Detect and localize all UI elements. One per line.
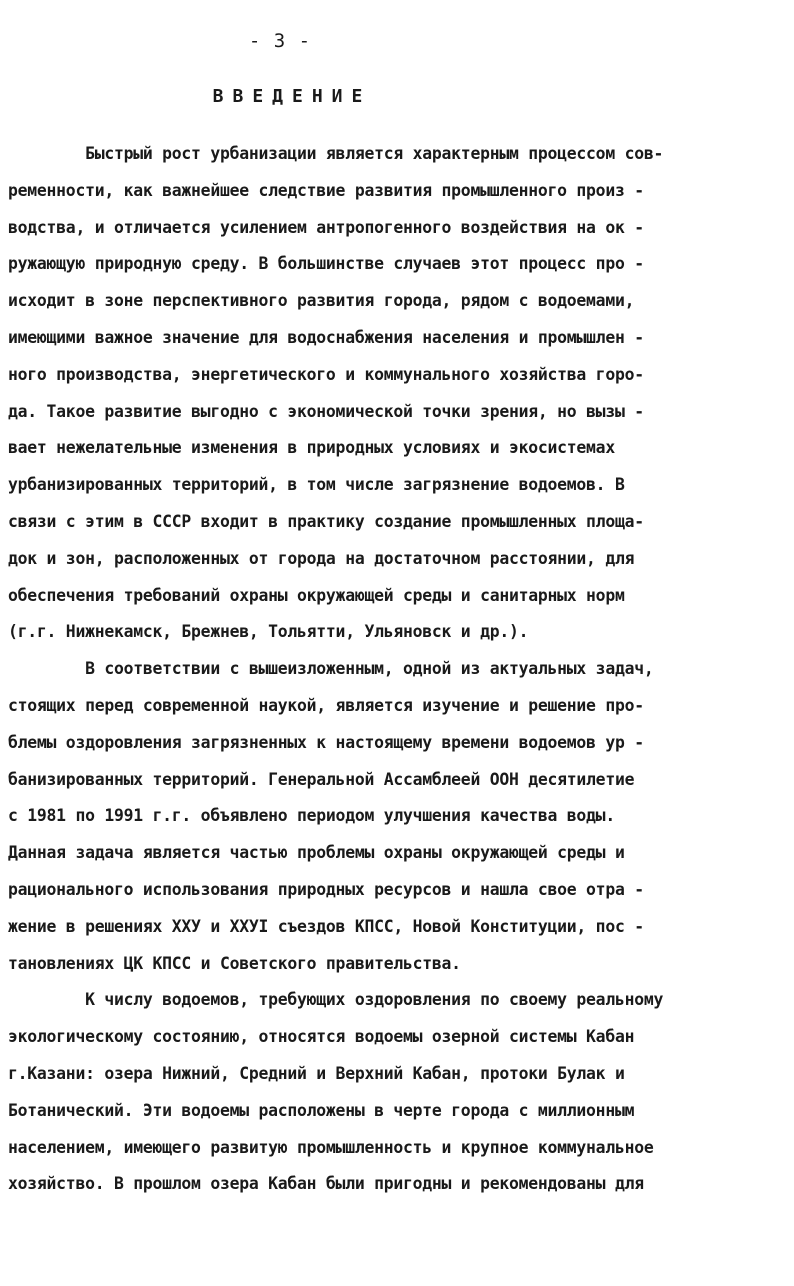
page-number: - 3 - <box>248 30 312 52</box>
text-line: стоящих перед современной наукой, является изучение и решение про- <box>8 695 644 715</box>
text-line: ного производства, энергетического и коммунального хозяйства горо- <box>8 364 644 384</box>
text-line: связи с этим в СССР входит в практику создание промышленных площа- <box>8 511 644 531</box>
text-line: имеющими важное значение для водоснабжения населения и промышлен - <box>8 327 644 347</box>
text-line: жение в решениях ХХУ и ХХУI съездов КПСС, Новой Конституции, пос - <box>8 916 644 936</box>
section-heading: ВВЕДЕНИЕ <box>212 86 372 107</box>
text-line: блемы оздоровления загрязненных к настоящему времени водоемов ур - <box>8 732 644 752</box>
text-line: вает нежелательные изменения в природных условиях и экосистемах <box>8 438 615 458</box>
paragraph-1 <box>8 136 788 651</box>
text-line: исходит в зоне перспективного развития города, рядом с водоемами, <box>8 291 635 311</box>
text-line: Ботанический. Эти водоемы расположены в черте города с миллионным <box>8 1100 635 1120</box>
text-line: В соответствии с вышеизложенным, одной из актуальных задач, <box>8 659 654 679</box>
text-line: да. Такое развитие выгодно с экономической точки зрения, но вызы - <box>8 401 644 421</box>
text-line: банизированных территорий. Генеральной Ассамблеей ООН десятилетие <box>8 769 635 789</box>
text-line: К числу водоемов, требующих оздоровления по своему реальному <box>8 990 664 1010</box>
text-line: с 1981 по 1991 г.г. объявлено периодом улучшения качества воды. <box>8 806 615 826</box>
text-line: Данная задача является частью проблемы охраны окружающей среды и <box>8 843 625 863</box>
paragraph-2 <box>8 651 788 982</box>
text-line: (г.г. Нижнекамск, Брежнев, Тольятти, Ульяновск и др.). <box>8 622 529 642</box>
body-text <box>8 136 788 1203</box>
text-line: обеспечения требований охраны окружающей среды и санитарных норм <box>8 585 625 605</box>
paragraph-3 <box>8 982 788 1203</box>
text-line: док и зон, расположенных от города на достаточном расстоянии, для <box>8 548 635 568</box>
text-line: урбанизированных территорий, в том числе загрязнение водоемов. В <box>8 475 625 495</box>
text-line: рационального использования природных ресурсов и нашла свое отра - <box>8 879 644 899</box>
text-line: г.Казани: озера Нижний, Средний и Верхний Кабан, протоки Булак и <box>8 1063 625 1083</box>
text-line: экологическому состоянию, относятся водоемы озерной системы Кабан <box>8 1027 635 1047</box>
text-line: тановлениях ЦК КПСС и Советского правительства. <box>8 953 461 973</box>
text-line: хозяйство. В прошлом озера Кабан были пригодны и рекомендованы для <box>8 1174 644 1194</box>
text-line: Быстрый рост урбанизации является характерным процессом сов- <box>8 144 664 163</box>
text-line: населением, имеющего развитую промышленность и крупное коммунальное <box>8 1137 654 1157</box>
text-line: ременности, как важнейшее следствие развития промышленного произ - <box>8 180 644 200</box>
text-line: ружающую природную среду. В большинстве случаев этот процесс про - <box>8 254 644 274</box>
text-line: водства, и отличается усилением антропогенного воздействия на ок - <box>8 217 644 237</box>
